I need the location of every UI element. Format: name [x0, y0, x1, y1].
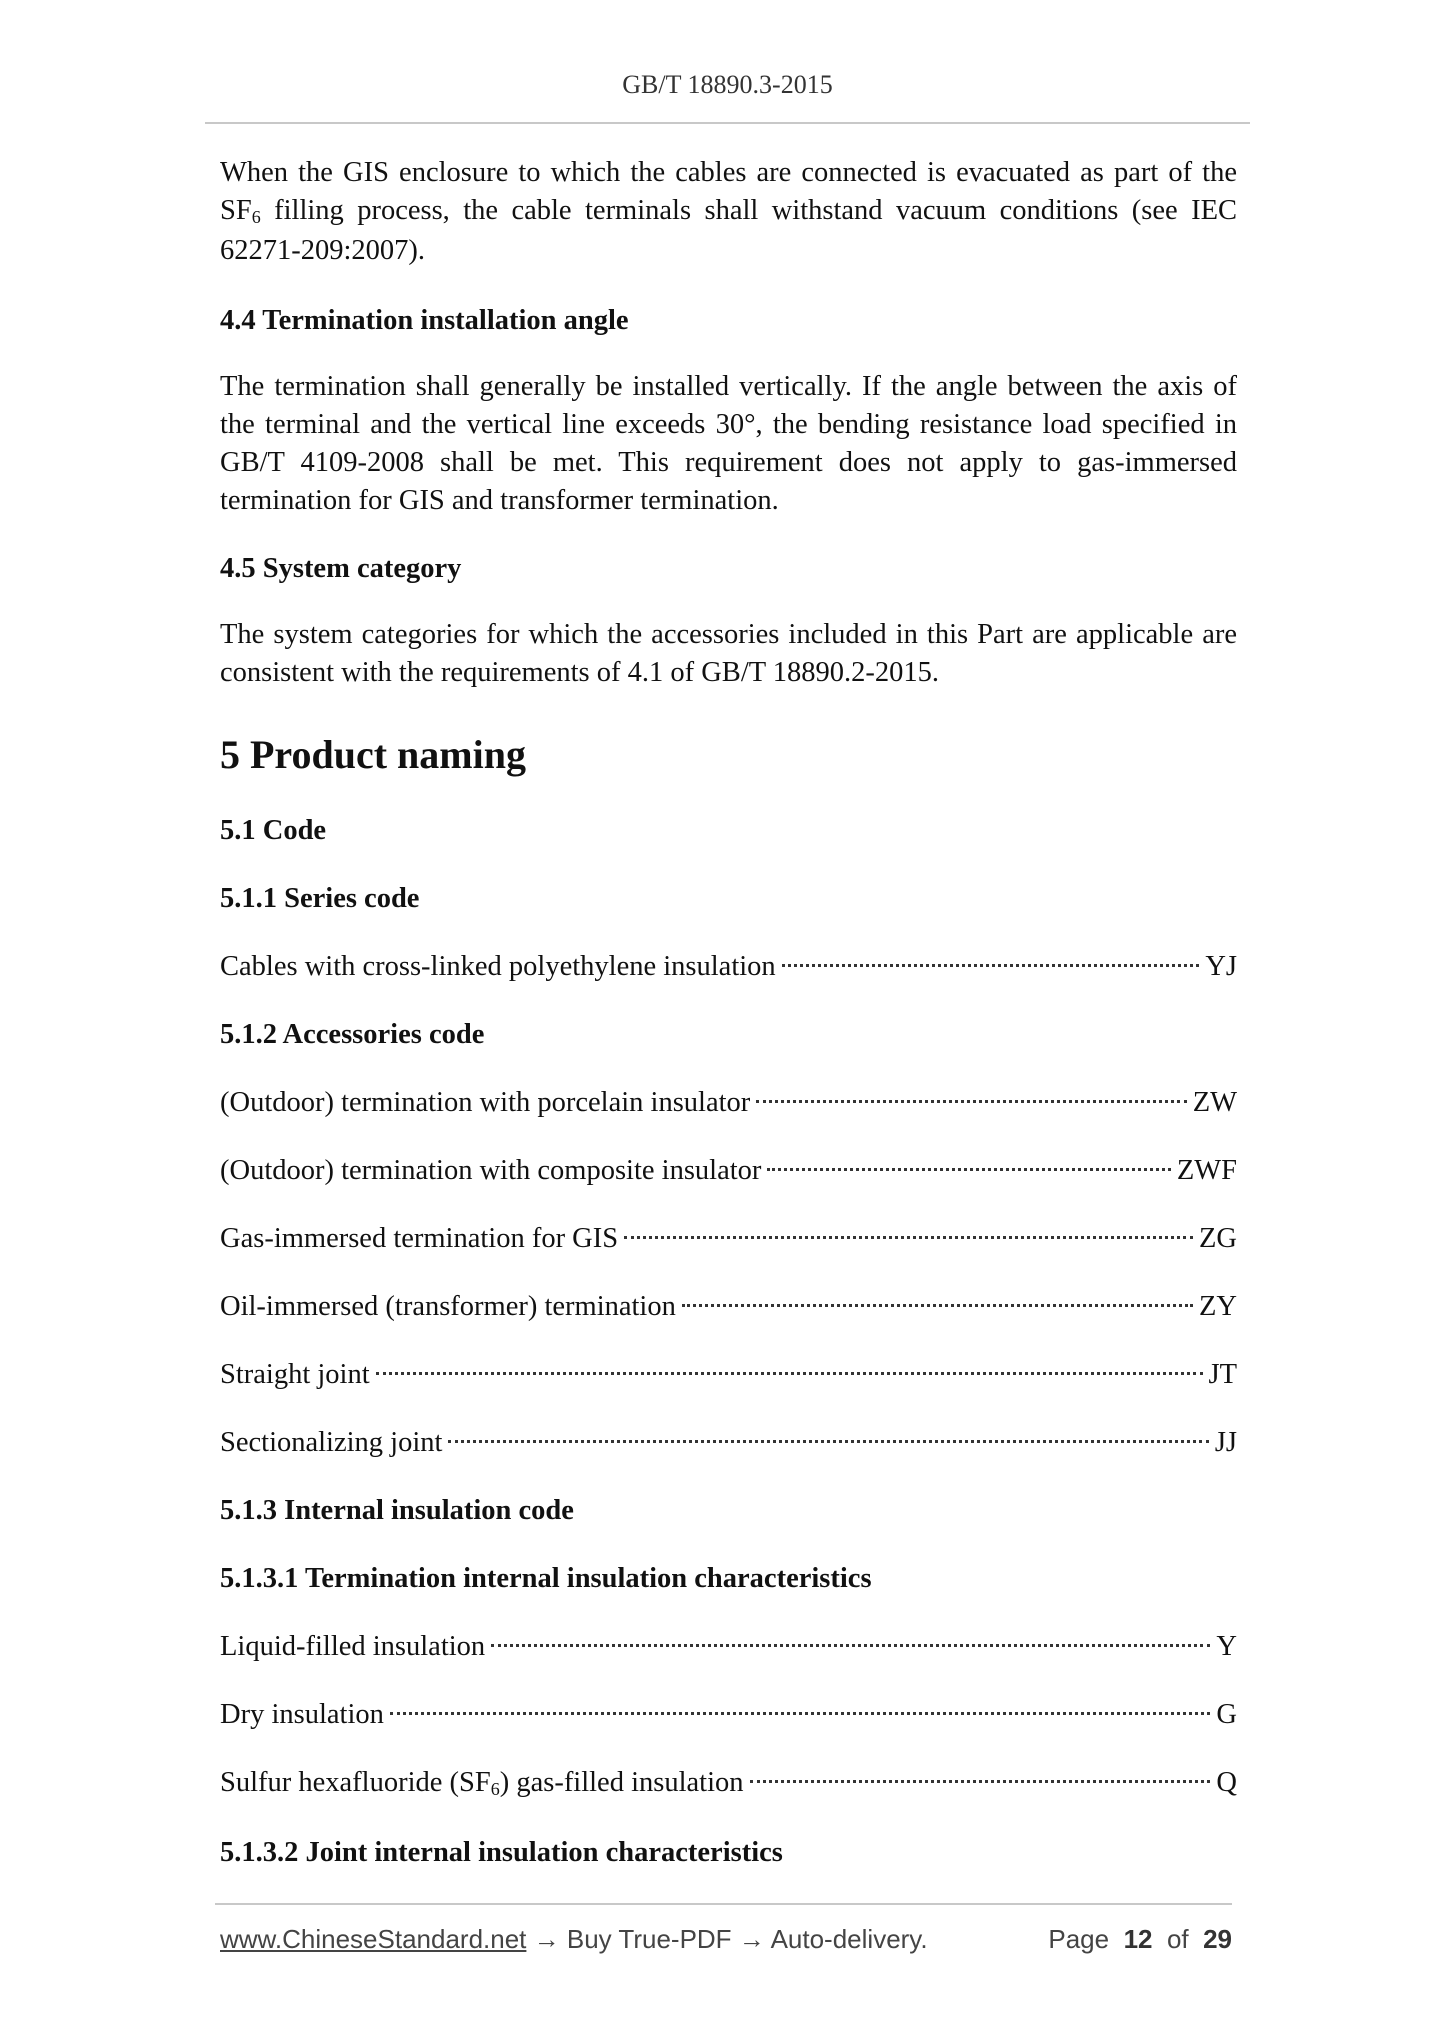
code-entry-y: Liquid-filled insulation Y — [220, 1631, 1237, 1662]
section-paragraph-4-5: The system categories for which the accessories included in this Part are applicable are consistent with the requirements of 4.1 of GB/T 18890.2-2015. — [220, 619, 1237, 688]
code-entry-zwf: (Outdoor) termination with composite insulator ZWF — [220, 1155, 1237, 1186]
leader-dots — [750, 1780, 1211, 1783]
leader-dots — [448, 1440, 1208, 1443]
current-page-number: 12 — [1123, 1924, 1153, 1954]
section-heading-5-1-3: 5.1.3 Internal insulation code — [220, 1495, 574, 1526]
code-entry-yj: Cables with cross-linked polyethylene insulation YJ — [220, 951, 1237, 982]
code-entry-q: Sulfur hexafluoride (SF6) gas-filled insulation Q — [220, 1767, 1237, 1799]
section-heading-5-1-3-2: 5.1.3.2 Joint internal insulation characteristics — [220, 1837, 783, 1868]
intro-paragraph: When the GIS enclosure to which the cables are connected is evacuated as part of the SF6 filling process, the cable terminals shall withstand vacuum conditions (see IEC 62271-209:2007). — [220, 157, 1237, 266]
section-paragraph-4-4: The termination shall generally be installed vertically. If the angle between the axis of the terminal and the vertical line exceeds 30°, the bending resistance load specified in GB/T 4109-2008 shall be met. This requirement does not apply to gas-immersed termination for GIS and transformer termination. — [220, 371, 1237, 516]
total-page-number: 29 — [1203, 1924, 1232, 1954]
leader-dots — [491, 1644, 1210, 1647]
footer-tagline: → Buy True-PDF → Auto-delivery. — [526, 1924, 928, 1954]
chapter-heading-5: 5 Product naming — [220, 732, 526, 777]
section-heading-5-1-3-1: 5.1.3.1 Termination internal insulation characteristics — [220, 1563, 872, 1594]
page-indicator: Page 12 of 29 — [1048, 1924, 1232, 1954]
code-entry-g: Dry insulation G — [220, 1699, 1237, 1730]
leader-dots — [376, 1372, 1203, 1375]
subscript: 6 — [490, 1779, 500, 1799]
leader-dots — [624, 1236, 1193, 1239]
code-entry-jj: Sectionalizing joint JJ — [220, 1427, 1237, 1458]
code-entry-zy: Oil-immersed (transformer) termination ZY — [220, 1291, 1237, 1322]
code-entry-zg: Gas-immersed termination for GIS ZG — [220, 1223, 1237, 1254]
page-header — [205, 70, 1250, 100]
leader-dots — [756, 1100, 1186, 1103]
leader-dots — [682, 1304, 1193, 1307]
website-link[interactable]: www.ChineseStandard.net — [220, 1924, 527, 1954]
section-heading-4-4: 4.4 Termination installation angle — [220, 305, 629, 336]
section-heading-5-1: 5.1 Code — [220, 815, 327, 846]
document-code: GB/T 18890.3-2015 — [622, 70, 833, 99]
leader-dots — [390, 1712, 1211, 1715]
code-entry-jt: Straight joint JT — [220, 1359, 1237, 1390]
footer-divider — [215, 1903, 1232, 1905]
section-heading-4-5: 4.5 System category — [220, 553, 462, 584]
section-heading-5-1-2: 5.1.2 Accessories code — [220, 1019, 485, 1050]
subscript: 6 — [251, 207, 261, 227]
leader-dots — [782, 964, 1200, 967]
leader-dots — [767, 1168, 1170, 1171]
code-entry-zw: (Outdoor) termination with porcelain insulator ZW — [220, 1087, 1237, 1118]
document-body — [220, 154, 1237, 1872]
section-heading-5-1-1: 5.1.1 Series code — [220, 883, 420, 914]
header-divider — [205, 122, 1250, 124]
